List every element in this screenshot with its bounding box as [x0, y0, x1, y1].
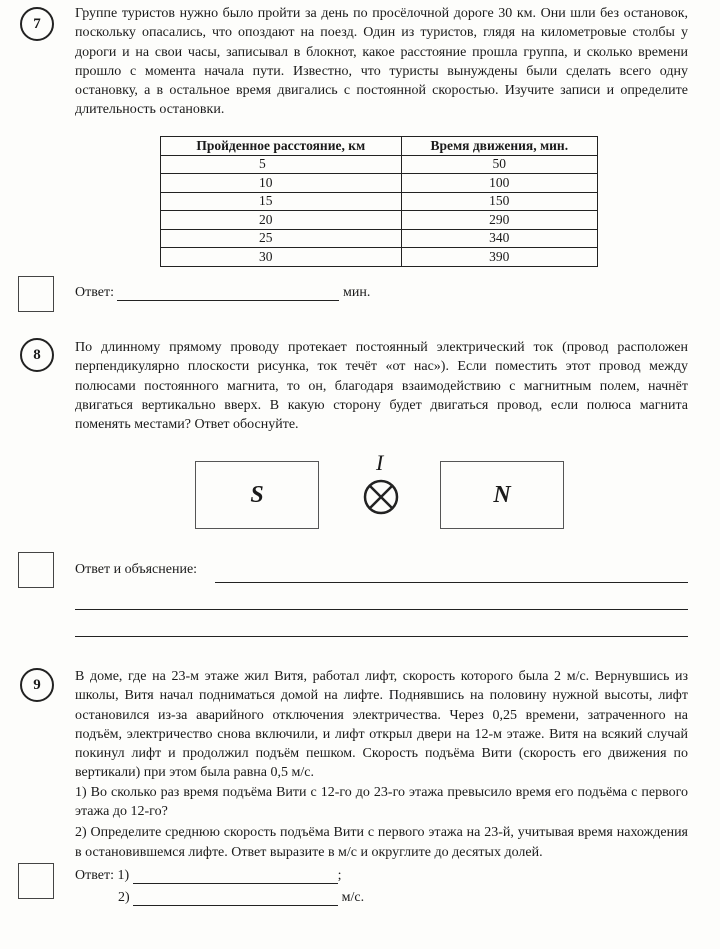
- answer-7: [75, 285, 370, 301]
- answer-8-line[interactable]: [75, 636, 688, 637]
- answer-9-2-line[interactable]: [133, 891, 338, 906]
- question-9-body: В доме, где на 23-м этаже жил Витя, работал лифт, скорость которого была 2 м/с. Вернувшись из школы, Витя начал подниматься домой на лифте. Поднявшись на половину нужной высоты, лифт остановился из-за аварийного отключения электричества. Через 0,25 времени, затраченного на подъём, электричество снова включили, и лифт открыл двери на 12-м этаже. Витя на всякий случай покинул лифт и продолжил подъём пешком. Скорость подъёма Вити (скорость его движения по вертикали) при этом была равна 0,5 м/с.: [75, 669, 688, 781]
- answer-unit: мин.: [342, 285, 371, 300]
- time-cell: 100: [401, 174, 597, 193]
- distance-time-table: [160, 136, 598, 267]
- question-9-part-1: 1) Во сколько раз время подъёма Вити с 12-го до 23-го этажа превысило время его подъёма с первого этажа до 12-го?: [75, 784, 688, 820]
- answer-label: Ответ:: [75, 285, 114, 300]
- time-cell: 50: [401, 155, 597, 174]
- table-row: [161, 211, 598, 230]
- answer-9-1: [75, 868, 342, 884]
- answer-unit: м/с.: [341, 890, 365, 905]
- question-number-9: 9: [20, 668, 54, 702]
- question-number-7: 7: [20, 7, 54, 41]
- table-row: [161, 155, 598, 174]
- table-header: Время движения, мин.: [401, 137, 597, 156]
- table-row: [161, 192, 598, 211]
- separator: ;: [337, 868, 342, 883]
- time-cell: 290: [401, 211, 597, 230]
- magnet-pole-n: N: [440, 461, 564, 529]
- question-9-part-2: 2) Определите среднюю скорость подъёма Вити с первого этажа на 23-й, учитывая время нахождения в остановившемся лифте. Ответ выразите в м/с и округлите до десятых долей.: [75, 825, 688, 860]
- time-cell: 340: [401, 229, 597, 248]
- time-cell: 150: [401, 192, 597, 211]
- magnet-pole-s: S: [195, 461, 319, 529]
- time-cell: 390: [401, 248, 597, 267]
- answer-box-7[interactable]: [18, 276, 54, 312]
- answer-box-9[interactable]: [18, 863, 54, 899]
- answer-9-2: [118, 890, 364, 906]
- answer-8-line[interactable]: [215, 582, 688, 583]
- question-7-text: Группе туристов нужно было пройти за день по просёлочной дороге 30 км. Они шли без остановок, поскольку опасались, что опоздают на поезд. Один из туристов, глядя на километровые столбы у дороги и на свои часы, записывал в блокнот, какое расстояние прошла группа, и сколько времени прошло с момента начала пути. Известно, что туристы вынуждены были сделать всего одну остановку, а в остальное время двигались с постоянной скоростью. Изучите записи и определите длительность остановки.: [75, 6, 688, 118]
- wire-current-into-page-icon: [362, 478, 400, 516]
- distance-cell: 25: [161, 229, 402, 248]
- distance-cell: 15: [161, 192, 402, 211]
- question-number-8: 8: [20, 338, 54, 372]
- distance-cell: 5: [161, 155, 402, 174]
- answer-7-line[interactable]: [117, 286, 339, 301]
- table-row: [161, 229, 598, 248]
- question-8-text: По длинному прямому проводу протекает постоянный электрический ток (провод расположен перпендикулярно плоскости рисунка, ток течёт «от нас»). Если поместить этот провод между полюсами постоянного магнита, то он, благодаря взаимодействию с магнитным полем, начнёт двигаться вертикально вверх. В какую сторону будет двигаться провод, если полюса магнита поменять местами? Ответ обоснуйте.: [75, 340, 688, 433]
- answer-label: Ответ: 1): [75, 868, 130, 883]
- question-9-text: [75, 667, 688, 862]
- answer-label: 2): [118, 890, 130, 905]
- distance-cell: 30: [161, 248, 402, 267]
- answer-8-line[interactable]: [75, 609, 688, 610]
- distance-cell: 20: [161, 211, 402, 230]
- distance-cell: 10: [161, 174, 402, 193]
- table-row: [161, 174, 598, 193]
- answer-8-label: Ответ и объяснение:: [75, 562, 198, 577]
- table-row: [161, 248, 598, 267]
- answer-box-8[interactable]: [18, 552, 54, 588]
- answer-9-1-line[interactable]: [133, 869, 338, 884]
- current-label: I: [376, 450, 384, 475]
- table-header: Пройденное расстояние, км: [161, 137, 402, 156]
